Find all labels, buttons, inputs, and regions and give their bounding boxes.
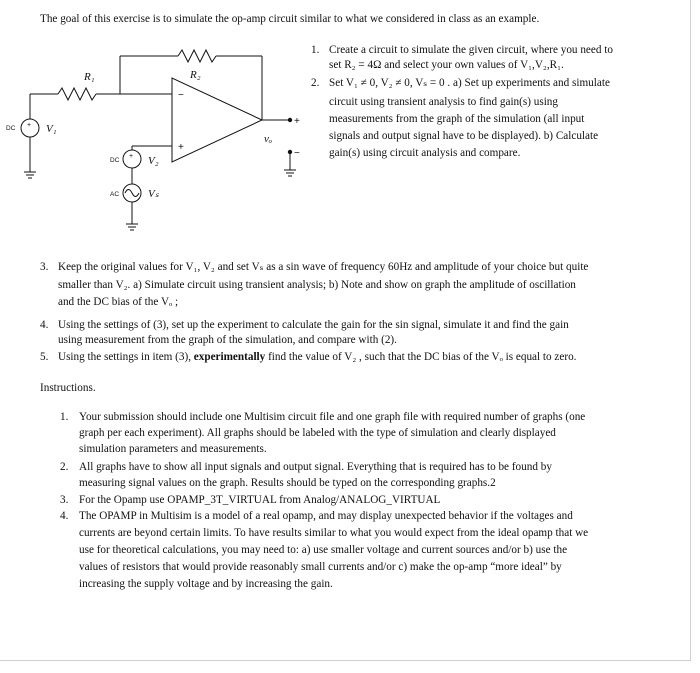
instruction-1-line-2: graph per each experiment). All graphs should be labeled with the type of simulation and clearly displayed <box>79 427 556 439</box>
item-4-line-1: Using the settings of (3), set up the experiment to calculate the gain for the sin signal, simulate it and find the gain <box>58 319 569 331</box>
item-3-line-1: Keep the original values for V₁, V₂ and set Vₛ as a sin wave of frequency 60Hz and amplitude of your choice but quite <box>58 261 589 273</box>
item-5-bold: experimentally <box>193 351 266 363</box>
side-item-1-line-1: Create a circuit to simulate the given circuit, where you need to <box>329 44 613 56</box>
item-4-number: 4. <box>40 319 49 331</box>
vs-label: Vₛ <box>148 188 159 200</box>
instruction-2-line-1: All graphs have to show all input signals and output signal. Everything that is required has to be found by <box>79 461 552 473</box>
opamp-plus: + <box>178 142 184 153</box>
instruction-3-line-1: For the Opamp use OPAMP_3T_VIRTUAL from Analog/ANALOG_VIRTUAL <box>79 494 441 506</box>
ground-node <box>288 150 292 154</box>
item-5-text <box>58 350 576 365</box>
item-5-pre: Using the settings in item (3), <box>58 351 194 363</box>
side-item-2-line-1: Set V₁ ≠ 0, V₂ ≠ 0, Vₛ = 0 . a) Set up experiments and simulate <box>329 77 610 89</box>
item-3-line-2: smaller than V₂. a) Simulate circuit using transient analysis; b) Note and show on graph the amplitude of oscillation <box>58 279 576 291</box>
intro-text: The goal of this exercise is to simulate the op-amp circuit similar to what we considered in class as an example. <box>40 13 540 25</box>
v1-label: V₁ <box>46 123 57 135</box>
side-item-2-line-2: circuit using transient analysis to find gain(s) using <box>329 96 558 108</box>
item-5-post: find the value of V₂ , such that the DC bias of the Vₒ is equal to zero. <box>265 351 577 363</box>
instruction-4-line-4: values of resistors that would provide reasonably small currents and/or c) make the op-amp “more ideal” by <box>79 561 562 573</box>
instruction-4-number: 4. <box>60 510 69 522</box>
side-item-1-number: 1. <box>311 44 320 56</box>
side-item-1-line-2: set R₂ = 4Ω and select your own values of V₁,V₂,R₁. <box>329 59 564 71</box>
r2-resistor <box>178 50 216 62</box>
instructions-title: Instructions. <box>40 382 96 394</box>
opamp-circuit-diagram <box>0 34 310 244</box>
side-item-2-line-5: gain(s) using circuit analysis and compare. <box>329 147 521 159</box>
ac-label: AC <box>110 191 120 198</box>
instruction-4-line-2: currents are beyond certain limits. To have results similar to what you would expect from the ideal opamp that we <box>79 527 589 539</box>
side-item-2-number: 2. <box>311 77 320 89</box>
side-item-2-line-3: measurements from the graph of the simulation (all input <box>329 113 585 125</box>
output-node <box>288 118 292 122</box>
instruction-3-number: 3. <box>60 494 69 506</box>
item-5-number: 5. <box>40 351 49 363</box>
opamp-minus: − <box>178 90 184 101</box>
instruction-1-line-1: Your submission should include one Multisim circuit file and one graph file with required number of graphs (one <box>79 411 586 423</box>
instruction-2-number: 2. <box>60 461 69 473</box>
r2-label: R₂ <box>190 69 201 81</box>
opamp-triangle <box>172 78 262 162</box>
side-item-2-line-4: signals and output signal have to be displayed). b) Calculate <box>329 130 599 142</box>
instruction-4-line-3: use for theoretical calculations, you may need to: a) use smaller voltage and current sources and/or b) use the <box>79 544 568 556</box>
instruction-1-line-3: simulation parameters and measurements. <box>79 443 267 455</box>
item-4-line-2: using measurement from the graph of the simulation, and compare with (2). <box>58 334 397 346</box>
instruction-4-line-5: increasing the supply voltage and by increasing the gain. <box>79 578 333 590</box>
instruction-1-number: 1. <box>60 411 69 423</box>
output-minus: − <box>294 148 300 159</box>
vo-label: vₒ <box>264 133 273 145</box>
r1-label: R₁ <box>84 71 95 83</box>
svg-text:+: + <box>129 153 134 160</box>
svg-text:+: + <box>27 122 32 129</box>
dc1-label: DC <box>6 125 16 132</box>
dc2-label: DC <box>110 157 120 164</box>
r1-resistor <box>58 88 96 100</box>
item-3-line-3: and the DC bias of the Vₒ ; <box>58 296 179 308</box>
item-3-number: 3. <box>40 261 49 273</box>
instruction-2-line-2: measuring signal values on the graph. Results should be typed on the corresponding graphs.2 <box>79 477 496 489</box>
instruction-4-line-1: The OPAMP in Multisim is a model of a real opamp, and may display unexpected behavior if the voltages and <box>79 510 573 522</box>
output-plus: + <box>294 116 300 127</box>
v2-label: V₂ <box>148 155 159 167</box>
